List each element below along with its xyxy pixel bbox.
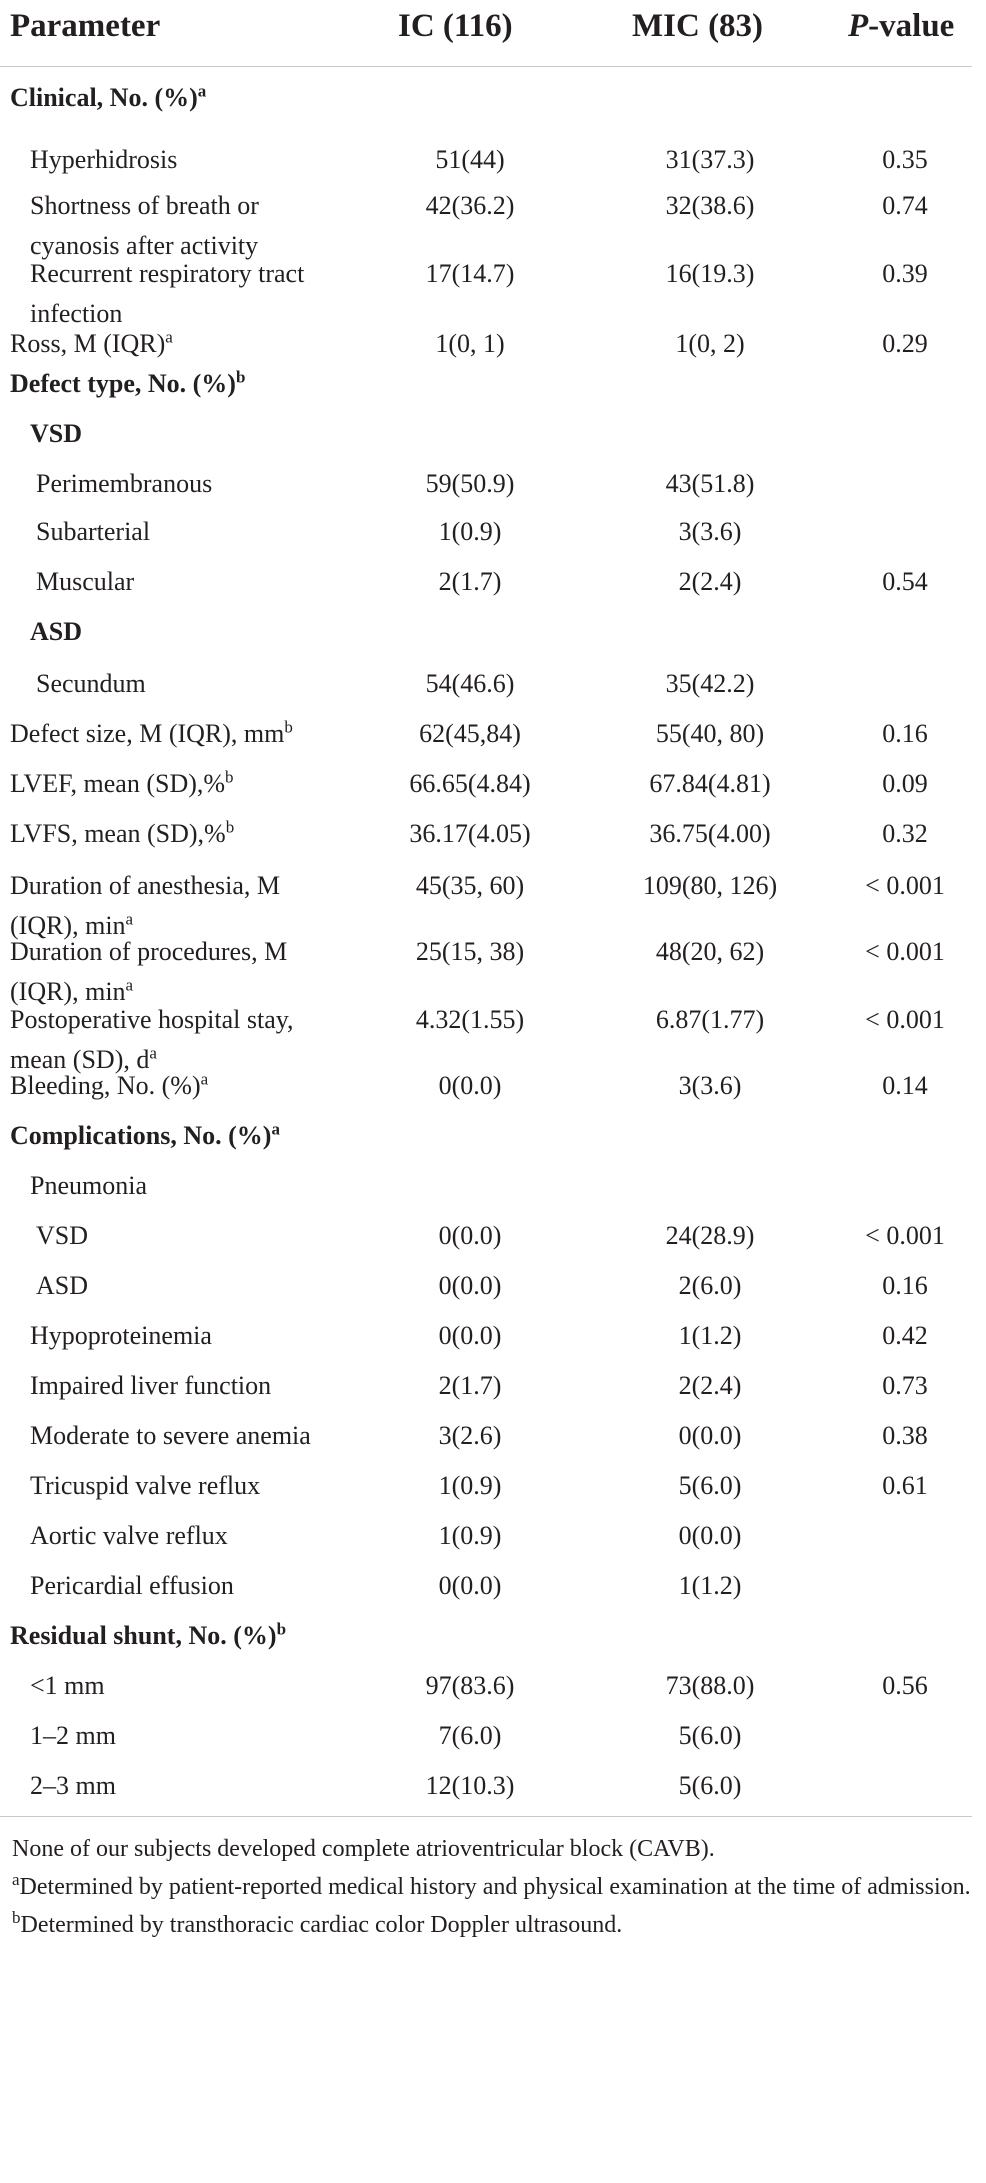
row-parameter — [30, 1666, 105, 1706]
row-ic-value: 12(10.3) — [425, 1771, 515, 1800]
row-ic-value: 66.65(4.84) — [409, 769, 531, 798]
footnote-b — [12, 1906, 972, 1944]
row-p-value: 0.32 — [882, 819, 928, 848]
row-parameter-label: Ross, M (IQR) — [10, 329, 166, 358]
row-parameter — [36, 464, 212, 504]
row-mic-value: 0(0.0) — [678, 1421, 742, 1450]
row-parameter-label: Clinical, No. (%) — [10, 83, 198, 112]
row-ic-value: 0(0.0) — [438, 1571, 502, 1600]
footnote-a — [12, 1868, 972, 1906]
row-parameter — [10, 764, 234, 804]
row-p-value: 0.73 — [882, 1371, 928, 1400]
row-mic-value: 35(42.2) — [665, 669, 755, 698]
row-footnote-mark: b — [225, 767, 234, 787]
row-parameter — [10, 1116, 280, 1156]
row-parameter-label: Pericardial effusion — [30, 1571, 234, 1600]
row-parameter — [36, 1216, 88, 1256]
footnotes — [12, 1830, 972, 1944]
row-parameter — [30, 1366, 271, 1406]
row-mic-value: 3(3.6) — [678, 517, 742, 546]
row-footnote-mark: a — [271, 1119, 280, 1139]
row-parameter-label: Duration of procedures, M (IQR), min — [10, 937, 288, 1006]
row-parameter-label: 2–3 mm — [30, 1771, 116, 1800]
row-mic-value: 55(40, 80) — [655, 719, 765, 748]
row-parameter — [30, 414, 82, 454]
row-mic-value: 5(6.0) — [678, 1721, 742, 1750]
row-parameter — [10, 714, 293, 754]
row-parameter — [10, 1066, 208, 1106]
row-parameter-label: Recurrent respiratory tract infection — [30, 259, 305, 328]
row-footnote-mark: a — [165, 327, 173, 347]
row-mic-value: 24(28.9) — [665, 1221, 755, 1250]
row-parameter — [10, 1616, 286, 1656]
row-ic-value: 0(0.0) — [438, 1321, 502, 1350]
row-parameter — [30, 1316, 212, 1356]
row-parameter-label: ASD — [36, 1271, 89, 1300]
header-mic: MIC (83) — [632, 8, 764, 44]
row-ic-value: 0(0.0) — [438, 1071, 502, 1100]
row-p-value: 0.39 — [882, 259, 928, 288]
header-ic: IC (116) — [398, 8, 513, 44]
row-mic-value: 1(1.2) — [678, 1571, 742, 1600]
row-mic-value: 2(2.4) — [678, 1371, 742, 1400]
row-footnote-mark: a — [200, 1069, 209, 1089]
row-parameter — [30, 1566, 234, 1606]
row-ic-value: 51(44) — [435, 145, 505, 174]
footnote-b-mark: b — [12, 1908, 21, 1927]
row-parameter-label: Bleeding, No. (%) — [10, 1071, 201, 1100]
row-parameter-label: Muscular — [36, 567, 135, 596]
row-parameter-label: Defect size, M (IQR), mm — [10, 719, 285, 748]
row-p-value: 0.54 — [882, 567, 928, 596]
row-ic-value: 0(0.0) — [438, 1221, 502, 1250]
row-parameter-label: VSD — [36, 1221, 89, 1250]
row-mic-value: 36.75(4.00) — [649, 819, 771, 848]
row-footnote-mark: b — [235, 367, 246, 387]
row-mic-value: 5(6.0) — [678, 1471, 742, 1500]
row-mic-value: 73(88.0) — [665, 1671, 755, 1700]
footnote-note: None of our subjects developed complete atrioventricular block (CAVB). — [12, 1836, 715, 1862]
row-mic-value: 2(6.0) — [678, 1271, 742, 1300]
row-parameter — [30, 1466, 260, 1506]
row-p-value: 0.42 — [882, 1321, 928, 1350]
row-p-value: 0.61 — [882, 1471, 928, 1500]
header-p-value — [848, 6, 954, 46]
row-mic-value: 109(80, 126) — [642, 871, 778, 900]
row-mic-value: 1(1.2) — [678, 1321, 742, 1350]
row-parameter-label: ASD — [30, 617, 83, 646]
row-ic-value: 97(83.6) — [425, 1671, 515, 1700]
row-ic-value: 25(15, 38) — [415, 937, 525, 966]
row-parameter — [30, 1166, 147, 1206]
row-p-value: 0.14 — [882, 1071, 928, 1100]
row-mic-value: 67.84(4.81) — [649, 769, 771, 798]
row-p-value: < 0.001 — [865, 871, 945, 900]
row-mic-value: 43(51.8) — [665, 469, 755, 498]
row-parameter-label: 1–2 mm — [30, 1721, 116, 1750]
row-parameter-label: VSD — [30, 419, 83, 448]
row-footnote-mark: a — [149, 1043, 157, 1063]
row-mic-value: 1(0, 2) — [675, 329, 745, 358]
row-mic-value: 3(3.6) — [678, 1071, 742, 1100]
row-ic-value: 1(0.9) — [438, 517, 502, 546]
row-ic-value: 62(45,84) — [419, 719, 521, 748]
row-parameter — [30, 1766, 116, 1806]
row-parameter-label: Perimembranous — [36, 469, 213, 498]
footnote-a-mark: a — [12, 1870, 20, 1889]
row-parameter-label: Secundum — [36, 669, 146, 698]
row-parameter — [36, 664, 146, 704]
row-footnote-mark: b — [276, 1619, 287, 1639]
row-parameter — [30, 612, 82, 652]
row-mic-value: 31(37.3) — [665, 145, 755, 174]
row-parameter-label: Tricuspid valve reflux — [30, 1471, 261, 1500]
row-footnote-mark: a — [125, 975, 134, 995]
row-ic-value: 1(0.9) — [438, 1471, 502, 1500]
row-parameter-label: <1 mm — [30, 1671, 105, 1700]
row-p-value: < 0.001 — [865, 937, 945, 966]
row-parameter — [30, 1416, 311, 1456]
row-ic-value: 17(14.7) — [425, 259, 515, 288]
row-ic-value: 42(36.2) — [425, 191, 515, 220]
row-parameter — [36, 1266, 88, 1306]
header-rule — [0, 66, 972, 67]
row-p-value: 0.56 — [882, 1671, 928, 1700]
row-mic-value: 5(6.0) — [678, 1771, 742, 1800]
row-parameter-label: Impaired liver function — [30, 1371, 272, 1400]
row-ic-value: 54(46.6) — [425, 669, 515, 698]
row-parameter-label: Complications, No. (%) — [10, 1121, 272, 1150]
row-p-value: 0.29 — [882, 329, 928, 358]
row-parameter-label: Hypoproteinemia — [30, 1321, 212, 1350]
row-p-value: 0.35 — [882, 145, 928, 174]
row-parameter — [30, 1516, 228, 1556]
row-ic-value: 2(1.7) — [438, 1371, 502, 1400]
row-mic-value: 0(0.0) — [678, 1521, 742, 1550]
row-footnote-mark: a — [125, 909, 134, 929]
row-p-value: 0.74 — [882, 191, 928, 220]
row-parameter-label: Duration of anesthesia, M (IQR), min — [10, 871, 281, 940]
footnote-b-text: Determined by transthoracic cardiac color Doppler ultrasound. — [20, 1912, 623, 1938]
row-ic-value: 3(2.6) — [438, 1421, 502, 1450]
row-parameter — [10, 78, 206, 118]
table-header — [0, 0, 986, 66]
row-mic-value: 48(20, 62) — [655, 937, 765, 966]
row-ic-value: 1(0.9) — [438, 1521, 502, 1550]
row-footnote-mark: b — [284, 717, 293, 737]
row-parameter — [10, 364, 245, 404]
row-mic-value: 16(19.3) — [665, 259, 755, 288]
row-ic-value: 4.32(1.55) — [415, 1005, 525, 1034]
row-parameter-label: LVFS, mean (SD),% — [10, 819, 226, 848]
row-parameter-label: Hyperhidrosis — [30, 145, 178, 174]
header-p-rest: -value — [868, 8, 955, 44]
header-parameter: Parameter — [10, 8, 161, 44]
row-parameter — [10, 324, 173, 364]
row-parameter-label: Aortic valve reflux — [30, 1521, 228, 1550]
row-parameter — [30, 1716, 116, 1756]
row-parameter — [10, 814, 234, 854]
row-mic-value: 32(38.6) — [665, 191, 755, 220]
bottom-rule — [0, 1816, 972, 1817]
row-footnote-mark: a — [197, 81, 207, 101]
row-ic-value: 7(6.0) — [438, 1721, 502, 1750]
footnote-a-text: Determined by patient-reported medical history and physical examination at the time of admission. — [19, 1874, 971, 1900]
row-ic-value: 45(35, 60) — [415, 871, 525, 900]
row-parameter — [30, 140, 177, 180]
row-ic-value: 0(0.0) — [438, 1271, 502, 1300]
row-parameter-label: Defect type, No. (%) — [10, 369, 236, 398]
row-parameter-label: LVEF, mean (SD),% — [10, 769, 226, 798]
row-footnote-mark: b — [225, 817, 235, 837]
row-p-value: < 0.001 — [865, 1221, 945, 1250]
row-ic-value: 1(0, 1) — [435, 329, 505, 358]
row-parameter-label: Moderate to severe anemia — [30, 1421, 311, 1450]
row-parameter-label: Shortness of breath or cyanosis after activity — [30, 191, 259, 260]
row-parameter — [30, 254, 304, 334]
row-p-value: 0.38 — [882, 1421, 928, 1450]
row-p-value: 0.16 — [882, 719, 928, 748]
row-mic-value: 2(2.4) — [678, 567, 742, 596]
row-parameter-label: Residual shunt, No. (%) — [10, 1621, 277, 1650]
row-p-value: 0.16 — [882, 1271, 928, 1300]
row-mic-value: 6.87(1.77) — [655, 1005, 765, 1034]
row-parameter — [36, 512, 150, 552]
row-parameter — [36, 562, 134, 602]
row-parameter-label: Pneumonia — [30, 1171, 147, 1200]
row-p-value: 0.09 — [882, 769, 928, 798]
row-ic-value: 59(50.9) — [425, 469, 515, 498]
row-parameter-label: Subarterial — [36, 517, 151, 546]
row-parameter-label: Postoperative hospital stay, mean (SD), d — [10, 1005, 294, 1074]
header-p-italic: P — [848, 8, 869, 44]
row-p-value: < 0.001 — [865, 1005, 945, 1034]
row-ic-value: 2(1.7) — [438, 567, 502, 596]
row-ic-value: 36.17(4.05) — [409, 819, 531, 848]
